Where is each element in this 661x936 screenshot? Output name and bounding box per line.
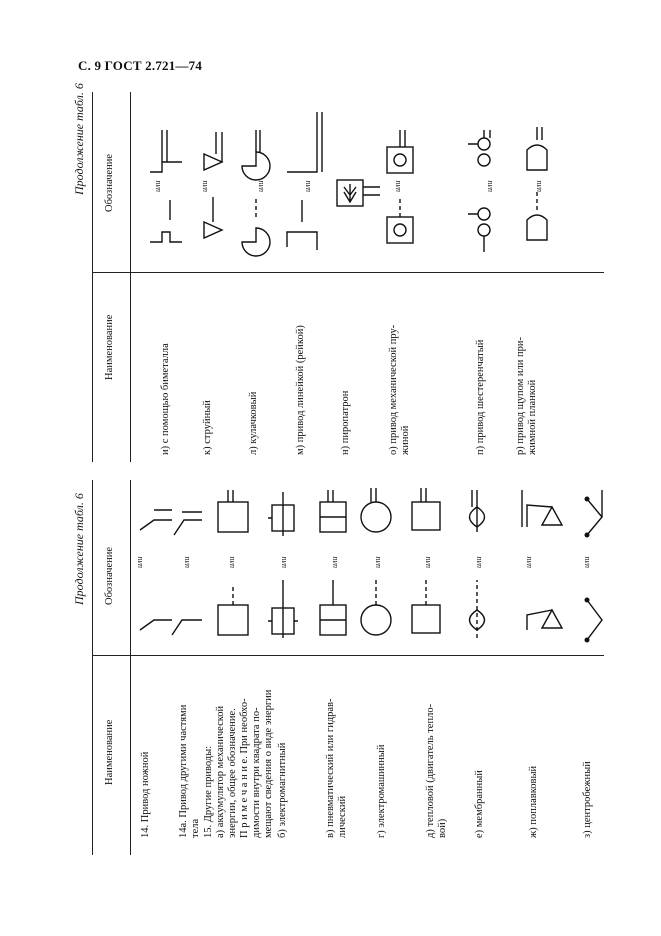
upper-column-header-name: Наименование (104, 314, 115, 380)
row-name-l: л) кулачковый (248, 391, 259, 455)
upper-table-column-rule (92, 272, 604, 273)
or-label: или (582, 556, 591, 568)
row-name-15z: з) центробежный (582, 761, 593, 838)
lower-table-column-rule (92, 655, 604, 656)
lower-column-header-symbol: Обозначение (104, 546, 115, 605)
row-name-14a: 14а. Привод другими частями тела (178, 704, 201, 838)
row-name-15a: 15. Другие приводы: а) аккумулятор механической энергии, общее обозначение. П р и м е ч а н и е. При необхо- димости внутри квадрата по- мещают сведения о виде энергии (203, 689, 274, 838)
upper-table-top-rule (92, 92, 93, 462)
or-label: или (474, 556, 483, 568)
row-name-14: 14. Привод ножной (140, 751, 151, 838)
or-label: или (485, 180, 494, 192)
or-label: или (393, 180, 402, 192)
page-header: С. 9 ГОСТ 2.721—74 (78, 58, 203, 73)
lower-table-top-rule (92, 480, 93, 855)
or-label: или (534, 180, 543, 192)
continuation-label-lower: Продолжение табл. 6 (72, 493, 86, 605)
row-name-15d: д) тепловой (двигатель тепло- вой) (425, 703, 448, 838)
row-name-i: и) с помощью биметалла (160, 343, 171, 455)
or-label: или (524, 556, 533, 568)
upper-column-header-symbol: Обозначение (104, 153, 115, 212)
or-label: или (373, 556, 382, 568)
row-name-r: р) привод щупом или при- жимной планкой (515, 336, 538, 455)
or-label: или (200, 180, 209, 192)
row-name-o: о) привод механической пру- жиной (388, 324, 411, 455)
row-name-15e: е) мембранный (474, 770, 485, 838)
symbol-body-drive (172, 512, 202, 635)
lower-symbols (132, 480, 612, 650)
continuation-label-upper: Продолжение табл. 6 (72, 83, 86, 195)
row-name-m: м) привод линейкой (рейкой) (295, 325, 306, 455)
or-label: или (279, 556, 288, 568)
row-name-n: н) пиропатрон (340, 390, 351, 455)
or-label: или (182, 556, 191, 568)
row-name-15zh: ж) поплавковый (528, 765, 539, 838)
row-name-p: п) привод шестеренчатый (475, 339, 486, 455)
row-name-15g: г) электромашинный (376, 744, 387, 838)
or-label: или (256, 180, 265, 192)
symbol-cam (242, 130, 270, 256)
symbol-pyro (337, 180, 380, 206)
or-label: или (227, 556, 236, 568)
or-label: или (423, 556, 432, 568)
lower-column-header-name: Наименование (104, 719, 115, 785)
or-label: или (303, 180, 312, 192)
or-label: или (135, 556, 144, 568)
row-name-15v: в) пневматический или гидрав- лический (325, 698, 348, 838)
upper-table-header-rule (130, 92, 131, 462)
or-label: или (330, 556, 339, 568)
symbol-foot-drive (140, 510, 172, 630)
row-name-15b: б) электромагнитный (277, 742, 288, 838)
lower-table-header-rule (130, 480, 131, 855)
or-label: или (153, 180, 162, 192)
row-name-k: к) струйный (202, 400, 213, 455)
